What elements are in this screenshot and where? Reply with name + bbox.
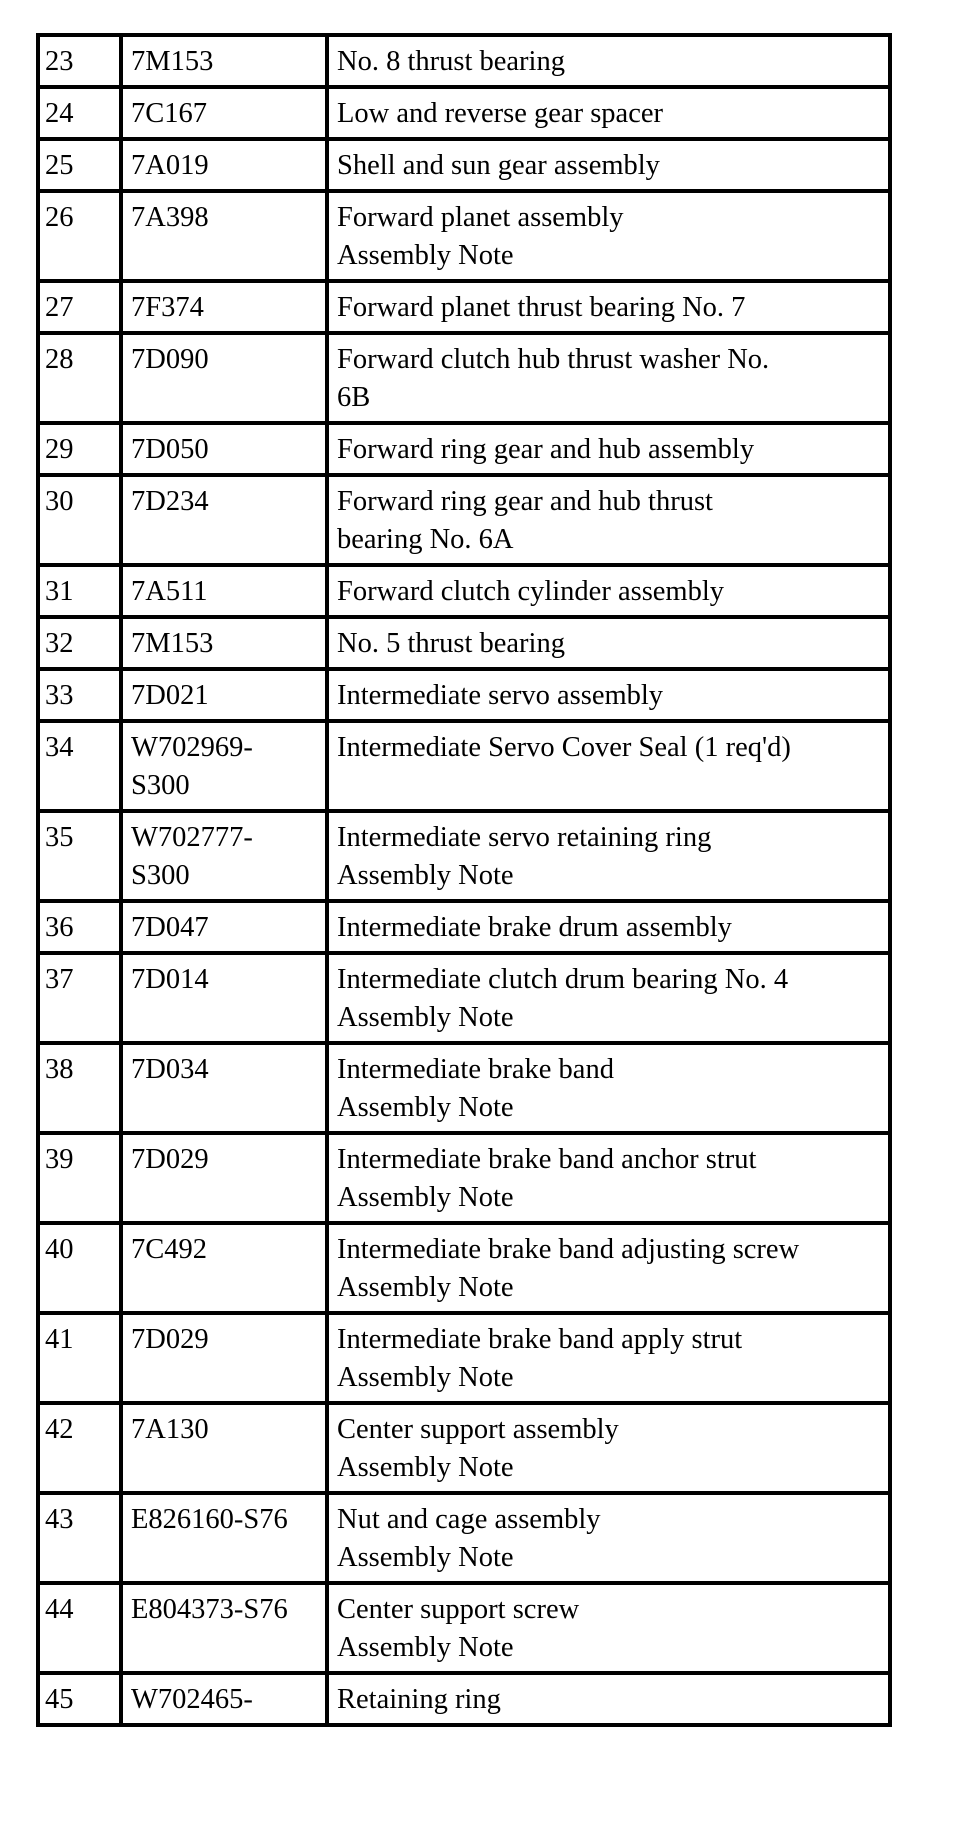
table-row bbox=[38, 333, 890, 423]
part-number-line: E826160-S76 bbox=[131, 1504, 288, 1535]
description-cell bbox=[327, 423, 890, 475]
part-number-line: 7D034 bbox=[131, 1054, 209, 1085]
description-cell bbox=[327, 475, 890, 565]
table-row bbox=[38, 669, 890, 721]
table-row bbox=[38, 87, 890, 139]
description-line: Intermediate brake band bbox=[337, 1054, 614, 1085]
table-row bbox=[38, 617, 890, 669]
item-number-cell: 33 bbox=[38, 669, 121, 721]
description-line: Intermediate servo retaining ring bbox=[337, 822, 712, 853]
part-number-line: 7D234 bbox=[131, 486, 209, 517]
part-number-cell bbox=[121, 333, 327, 423]
part-number-line: 7D090 bbox=[131, 344, 209, 375]
description-line: Assembly Note bbox=[337, 240, 514, 271]
description-cell bbox=[327, 1673, 890, 1725]
part-number-cell bbox=[121, 721, 327, 811]
description-cell bbox=[327, 1403, 890, 1493]
table-row bbox=[38, 1403, 890, 1493]
table-row bbox=[38, 281, 890, 333]
description-line: bearing No. 6A bbox=[337, 524, 514, 555]
part-number-line: W702777- bbox=[131, 822, 253, 853]
item-number-cell: 34 bbox=[38, 721, 121, 811]
description-cell bbox=[327, 721, 890, 811]
description-line: Assembly Note bbox=[337, 860, 514, 891]
part-number-line: 7D047 bbox=[131, 912, 209, 943]
description-line: Forward clutch cylinder assembly bbox=[337, 576, 725, 607]
table-row bbox=[38, 1673, 890, 1725]
item-number-cell: 41 bbox=[38, 1313, 121, 1403]
table-row bbox=[38, 1583, 890, 1673]
part-number-cell bbox=[121, 191, 327, 281]
item-number-cell: 38 bbox=[38, 1043, 121, 1133]
item-number-cell: 42 bbox=[38, 1403, 121, 1493]
item-number-cell: 28 bbox=[38, 333, 121, 423]
description-line: Intermediate brake band adjusting screw bbox=[337, 1234, 800, 1265]
part-number-line: 7D014 bbox=[131, 964, 209, 995]
description-line: Forward planet assembly bbox=[337, 202, 624, 233]
part-number-line: 7D050 bbox=[131, 434, 209, 465]
part-number-line: 7D021 bbox=[131, 680, 209, 711]
table-row bbox=[38, 811, 890, 901]
table-row bbox=[38, 901, 890, 953]
part-number-line: 7C167 bbox=[131, 98, 208, 129]
description-cell bbox=[327, 1313, 890, 1403]
description-cell bbox=[327, 811, 890, 901]
description-line: Assembly Note bbox=[337, 1542, 514, 1573]
part-number-line: 7M153 bbox=[131, 628, 214, 659]
description-line: Intermediate clutch drum bearing No. 4 bbox=[337, 964, 789, 995]
part-number-line: 7C492 bbox=[131, 1234, 208, 1265]
description-line: Assembly Note bbox=[337, 1452, 514, 1483]
description-line: No. 5 thrust bearing bbox=[337, 628, 565, 659]
item-number-cell: 40 bbox=[38, 1223, 121, 1313]
item-number-cell: 27 bbox=[38, 281, 121, 333]
part-number-line: 7A130 bbox=[131, 1414, 209, 1445]
item-number-cell: 23 bbox=[38, 35, 121, 87]
part-number-cell bbox=[121, 1403, 327, 1493]
description-cell bbox=[327, 617, 890, 669]
description-cell bbox=[327, 35, 890, 87]
part-number-cell bbox=[121, 1223, 327, 1313]
item-number-cell: 30 bbox=[38, 475, 121, 565]
description-line: Retaining ring bbox=[337, 1684, 501, 1715]
item-number-cell: 35 bbox=[38, 811, 121, 901]
table-row bbox=[38, 1493, 890, 1583]
item-number-cell: 25 bbox=[38, 139, 121, 191]
description-cell bbox=[327, 87, 890, 139]
part-number-cell bbox=[121, 617, 327, 669]
part-number-cell bbox=[121, 901, 327, 953]
table-row bbox=[38, 1043, 890, 1133]
table-row bbox=[38, 139, 890, 191]
item-number-cell: 24 bbox=[38, 87, 121, 139]
description-line: Low and reverse gear spacer bbox=[337, 98, 663, 129]
description-cell bbox=[327, 669, 890, 721]
table-row bbox=[38, 565, 890, 617]
description-cell bbox=[327, 901, 890, 953]
description-cell bbox=[327, 139, 890, 191]
description-cell bbox=[327, 1223, 890, 1313]
description-cell bbox=[327, 333, 890, 423]
description-line: Intermediate brake drum assembly bbox=[337, 912, 732, 943]
part-number-line: 7M153 bbox=[131, 46, 214, 77]
description-line: Assembly Note bbox=[337, 1632, 514, 1663]
description-line: Assembly Note bbox=[337, 1092, 514, 1123]
description-line: Forward clutch hub thrust washer No. bbox=[337, 344, 770, 375]
description-cell bbox=[327, 281, 890, 333]
description-cell bbox=[327, 1583, 890, 1673]
table-row bbox=[38, 721, 890, 811]
part-number-cell bbox=[121, 139, 327, 191]
description-line: Intermediate brake band apply strut bbox=[337, 1324, 743, 1355]
part-number-cell bbox=[121, 1313, 327, 1403]
item-number-cell: 26 bbox=[38, 191, 121, 281]
part-number-cell bbox=[121, 423, 327, 475]
part-number-cell bbox=[121, 953, 327, 1043]
part-number-cell bbox=[121, 669, 327, 721]
part-number-line: 7A019 bbox=[131, 150, 209, 181]
parts-table-body bbox=[38, 35, 890, 1725]
description-cell bbox=[327, 1043, 890, 1133]
table-row bbox=[38, 35, 890, 87]
description-cell bbox=[327, 191, 890, 281]
part-number-line: 7A398 bbox=[131, 202, 209, 233]
description-line: Forward planet thrust bearing No. 7 bbox=[337, 292, 746, 323]
part-number-line: 7A511 bbox=[131, 576, 208, 607]
table-row bbox=[38, 191, 890, 281]
part-number-cell bbox=[121, 35, 327, 87]
part-number-cell bbox=[121, 1583, 327, 1673]
description-line: Intermediate Servo Cover Seal (1 req'd) bbox=[337, 732, 791, 763]
table-row bbox=[38, 1313, 890, 1403]
description-cell bbox=[327, 1493, 890, 1583]
part-number-cell bbox=[121, 1043, 327, 1133]
part-number-cell bbox=[121, 281, 327, 333]
description-line: Forward ring gear and hub assembly bbox=[337, 434, 755, 465]
part-number-cell bbox=[121, 811, 327, 901]
description-line: Assembly Note bbox=[337, 1002, 514, 1033]
part-number-line: S300 bbox=[131, 860, 190, 891]
description-cell bbox=[327, 565, 890, 617]
table-row bbox=[38, 423, 890, 475]
item-number-cell: 39 bbox=[38, 1133, 121, 1223]
description-line: Intermediate brake band anchor strut bbox=[337, 1144, 757, 1175]
description-line: Assembly Note bbox=[337, 1362, 514, 1393]
part-number-line: W702465- bbox=[131, 1684, 253, 1715]
description-line: Nut and cage assembly bbox=[337, 1504, 601, 1535]
description-line: Forward ring gear and hub thrust bbox=[337, 486, 713, 517]
description-cell bbox=[327, 953, 890, 1043]
part-number-line: 7D029 bbox=[131, 1144, 209, 1175]
part-number-cell bbox=[121, 1673, 327, 1725]
part-number-cell bbox=[121, 565, 327, 617]
item-number-cell: 37 bbox=[38, 953, 121, 1043]
part-number-cell bbox=[121, 1493, 327, 1583]
item-number-cell: 44 bbox=[38, 1583, 121, 1673]
description-line: Assembly Note bbox=[337, 1182, 514, 1213]
part-number-line: E804373-S76 bbox=[131, 1594, 288, 1625]
description-cell bbox=[327, 1133, 890, 1223]
table-row bbox=[38, 1223, 890, 1313]
part-number-line: S300 bbox=[131, 770, 190, 801]
item-number-cell: 31 bbox=[38, 565, 121, 617]
description-line: Center support screw bbox=[337, 1594, 580, 1625]
table-row bbox=[38, 1133, 890, 1223]
part-number-line: 7D029 bbox=[131, 1324, 209, 1355]
part-number-cell bbox=[121, 1133, 327, 1223]
description-line: Assembly Note bbox=[337, 1272, 514, 1303]
description-line: No. 8 thrust bearing bbox=[337, 46, 565, 77]
description-line: 6B bbox=[337, 382, 371, 413]
description-line: Intermediate servo assembly bbox=[337, 680, 664, 711]
item-number-cell: 43 bbox=[38, 1493, 121, 1583]
table-row bbox=[38, 953, 890, 1043]
part-number-line: 7F374 bbox=[131, 292, 204, 323]
table-row bbox=[38, 475, 890, 565]
part-number-cell bbox=[121, 87, 327, 139]
item-number-cell: 45 bbox=[38, 1673, 121, 1725]
item-number-cell: 36 bbox=[38, 901, 121, 953]
item-number-cell: 32 bbox=[38, 617, 121, 669]
part-number-line: W702969- bbox=[131, 732, 253, 763]
part-number-cell bbox=[121, 475, 327, 565]
parts-table bbox=[36, 33, 892, 1727]
description-line: Center support assembly bbox=[337, 1414, 619, 1445]
description-line: Shell and sun gear assembly bbox=[337, 150, 660, 181]
item-number-cell: 29 bbox=[38, 423, 121, 475]
